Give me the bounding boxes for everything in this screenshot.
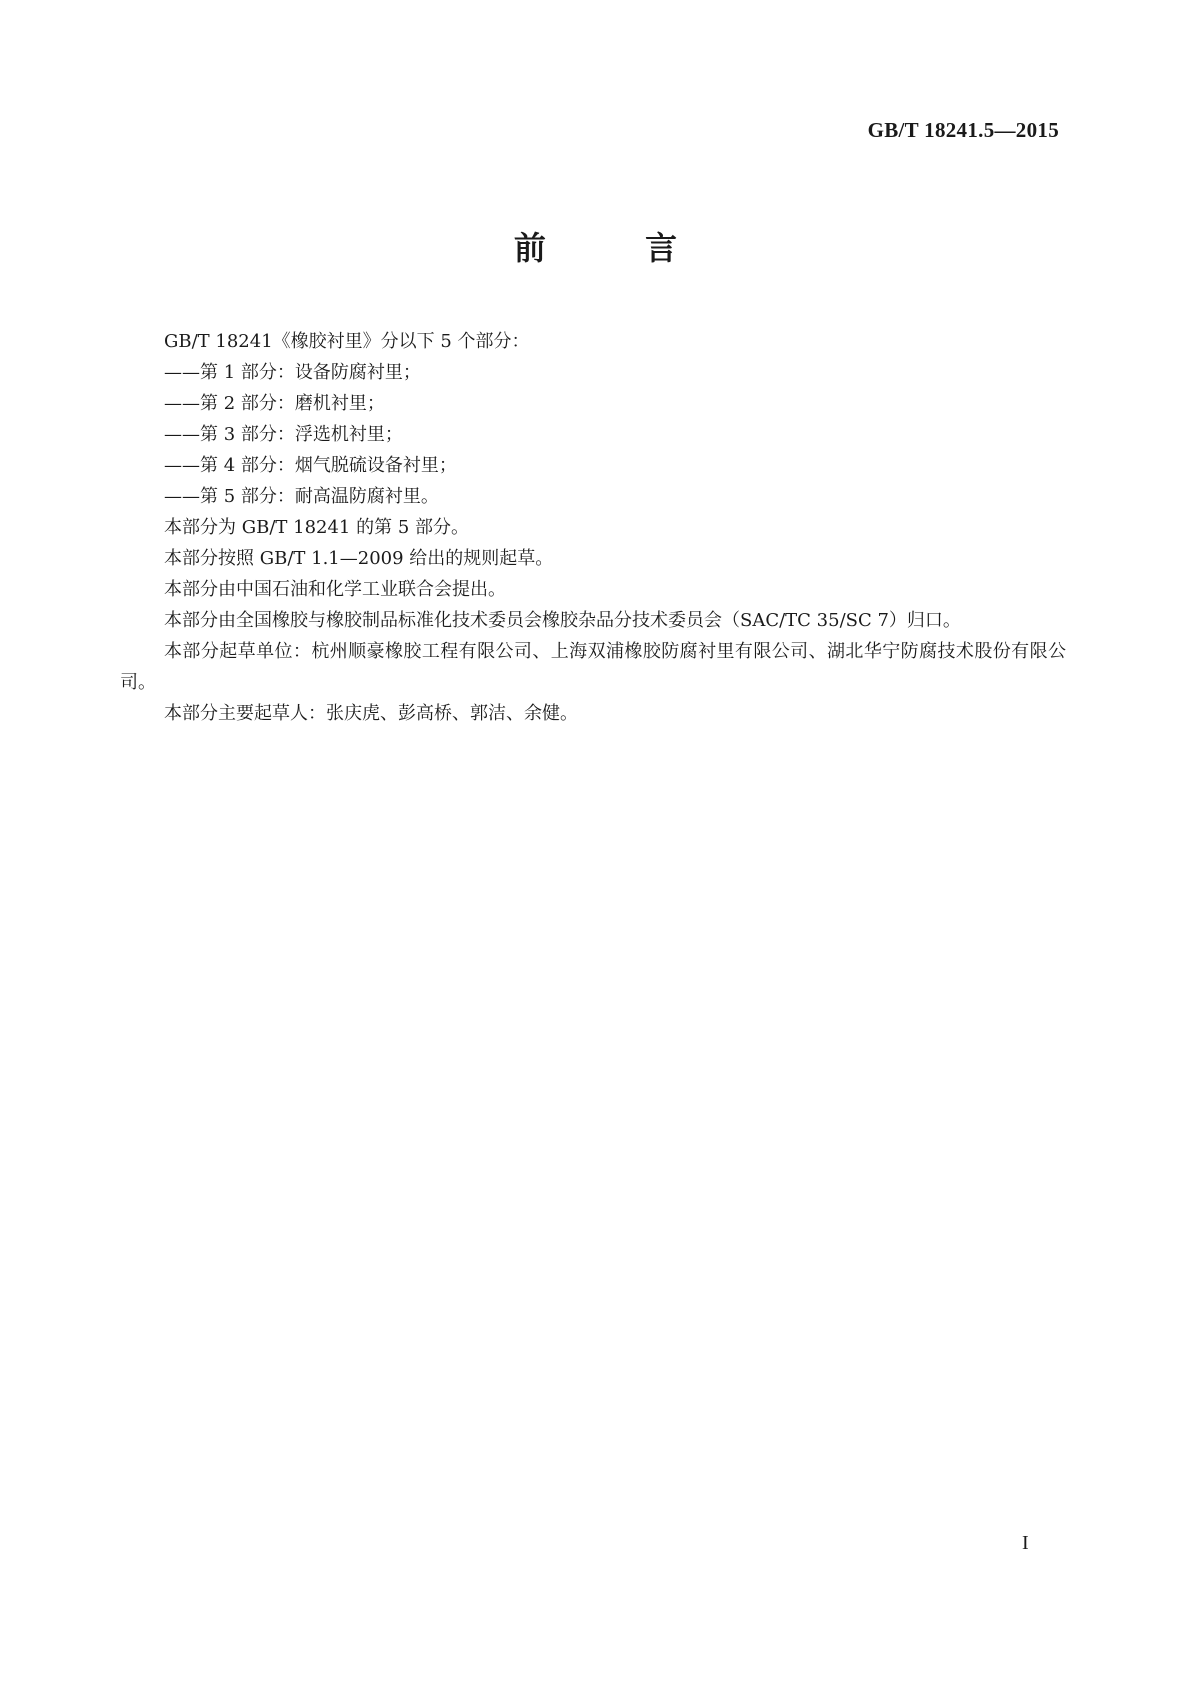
- paragraph-proposer: 本部分由中国石油和化学工业联合会提出。: [164, 579, 506, 600]
- standard-number: GB/T 18241.5—2015: [867, 118, 1059, 142]
- list-item-part-4: ——第 4 部分：烟气脱硫设备衬里；: [164, 455, 457, 476]
- paragraph-drafting-units: 本部分起草单位：杭州顺豪橡胶工程有限公司、上海双浦橡胶防腐衬里有限公司、湖北华宁防腐技术股份有限公司。: [120, 641, 1066, 693]
- foreword-body: [120, 326, 1066, 729]
- list-item-part-3: ——第 3 部分：浮选机衬里；: [164, 424, 403, 445]
- paragraph-this-part: 本部分为 GB/T 18241 的第 5 部分。: [164, 517, 469, 538]
- list-item-part-2: ——第 2 部分：磨机衬里；: [164, 393, 385, 414]
- paragraph-parts-intro: GB/T 18241《橡胶衬里》分以下 5 个部分：: [164, 331, 530, 352]
- page-number: I: [1022, 1532, 1029, 1554]
- list-item-part-1: ——第 1 部分：设备防腐衬里；: [164, 362, 421, 383]
- paragraph-committee: 本部分由全国橡胶与橡胶制品标准化技术委员会橡胶杂品分技术委员会（SAC/TC 35/SC 7）归口。: [164, 610, 961, 631]
- list-item-part-5: ——第 5 部分：耐高温防腐衬里。: [164, 486, 439, 507]
- paragraph-drafters: 本部分主要起草人：张庆虎、彭高桥、郭洁、余健。: [164, 703, 578, 724]
- page-title: 前 言: [513, 229, 722, 267]
- paragraph-drafting-rules: 本部分按照 GB/T 1.1—2009 给出的规则起草。: [164, 548, 554, 569]
